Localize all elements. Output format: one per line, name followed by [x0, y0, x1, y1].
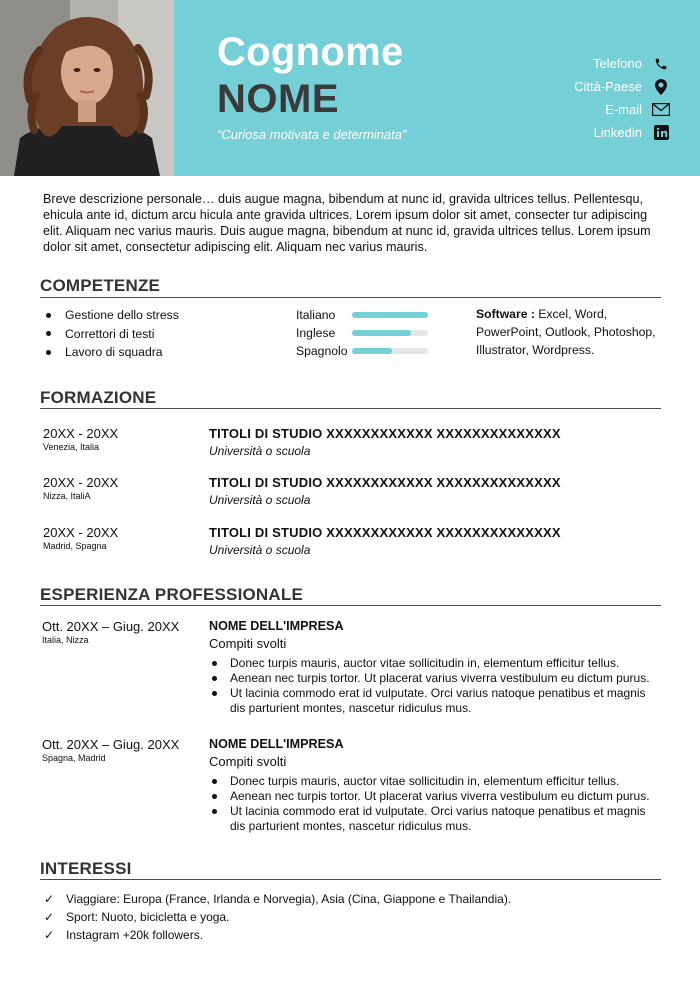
list-item — [43, 325, 179, 344]
language-name: Italiano — [296, 308, 336, 322]
section-divider — [40, 605, 661, 606]
section-divider — [40, 408, 661, 409]
education-title: TITOLI DI STUDIO XXXXXXXXXXXX XXXXXXXXXXXXXX — [209, 525, 561, 540]
language-level-bar — [352, 312, 428, 318]
skill-label: Lavoro di squadra — [65, 345, 163, 360]
task-text: Ut lacinia commodo erat id vulputate. Orci varius natoque penatibus et magnis dis parturient montes, nascetur ridiculus mus. — [230, 686, 646, 715]
personal-summary: Breve descrizione personale… duis augue magna, bibendum at nunc id, gravida ultrices tellus. Pellentesqu, ehicula ante id, dictum arcu hicula ante gravida ultrices. Lorem ipsum dolor sit amet, consecter tur adipiscing elit. Aliquam nec varius mauris. Duis augue magna, bibendum at nunc id, gravida ultrices tellus. Lorem ipsum dolor sit amet, consectetur adipiscing elit. Aliquam nec varius mauris. — [43, 192, 651, 254]
language-name: Spagnolo — [296, 344, 348, 358]
interest-text: Sport: Nuoto, bicicletta e yoga. — [66, 910, 230, 924]
section-divider — [40, 297, 661, 298]
bullet-icon — [212, 779, 217, 784]
job-role: Compiti svolti — [209, 636, 287, 651]
checkmark-icon: ✓ — [44, 928, 55, 942]
list-item — [209, 774, 664, 789]
experience-dates: Ott. 20XX – Giug. 20XX — [42, 619, 180, 634]
list-item — [44, 908, 511, 926]
section-title-education: FORMAZIONE — [40, 388, 157, 407]
education-place: Venezia, Italia — [43, 442, 100, 452]
contact-label: Linkedin — [593, 125, 642, 140]
language-level-fill — [352, 330, 411, 336]
bullet-icon — [46, 313, 51, 318]
language-row — [296, 324, 428, 342]
list-item — [209, 804, 664, 834]
tagline: “Curiosa motivata e determinata” — [217, 127, 407, 142]
contact-label: Telefono — [592, 56, 642, 71]
section-title-experience: ESPERIENZA PROFESSIONALE — [40, 585, 303, 604]
checkmark-icon: ✓ — [44, 892, 55, 906]
software-label: Software : — [476, 307, 535, 321]
list-item — [44, 926, 511, 944]
education-dates: 20XX - 20XX — [43, 426, 119, 441]
skill-label: Correttori di testi — [65, 326, 155, 341]
list-item — [209, 671, 664, 686]
section-divider — [40, 879, 661, 880]
section-title-interests: INTERESSI — [40, 859, 132, 878]
profile-photo — [0, 0, 174, 176]
header-banner — [0, 0, 700, 176]
checkmark-icon: ✓ — [44, 910, 55, 924]
company-name: NOME DELL'IMPRESA — [209, 737, 344, 751]
contact-label: E-mail — [605, 102, 642, 117]
bullet-icon — [212, 691, 217, 696]
contact-email — [574, 98, 670, 121]
education-place: Madrid, Spagna — [43, 541, 107, 551]
bullet-icon — [212, 661, 217, 666]
experience-place: Italia, Nizza — [42, 635, 89, 645]
contact-phone — [574, 52, 670, 75]
list-item — [209, 686, 664, 716]
phone-icon — [652, 55, 670, 73]
task-text: Donec turpis mauris, auctor vitae sollicitudin in, elementum efficitur tellus. — [230, 656, 620, 670]
software-skills — [476, 305, 666, 359]
surname: Cognome — [217, 30, 404, 74]
bullet-icon — [46, 331, 51, 336]
job-role: Compiti svolti — [209, 754, 287, 769]
linkedin-icon — [652, 124, 670, 142]
first-name: NOME — [217, 77, 339, 121]
interests-list — [44, 890, 511, 944]
bullet-icon — [212, 676, 217, 681]
location-pin-icon — [652, 78, 670, 96]
task-text: Aenean nec turpis tortor. Ut placerat varius viverra vestibulum eu dictum purus. — [230, 789, 650, 803]
task-text: Ut lacinia commodo erat id vulputate. Orci varius natoque penatibus et magnis dis parturient montes, nascetur ridiculus mus. — [230, 804, 646, 833]
task-text: Donec turpis mauris, auctor vitae sollicitudin in, elementum efficitur tellus. — [230, 774, 620, 788]
language-row — [296, 306, 428, 324]
skill-label: Gestione dello stress — [65, 308, 179, 323]
envelope-icon — [652, 101, 670, 119]
interest-text: Instagram +20k followers. — [66, 928, 204, 942]
experience-dates: Ott. 20XX – Giug. 20XX — [42, 737, 180, 752]
education-dates: 20XX - 20XX — [43, 525, 119, 540]
bullet-icon — [212, 809, 217, 814]
interest-text: Viaggiare: Europa (France, Irlanda e Norvegia), Asia (Cina, Giappone e Thailandia). — [66, 892, 512, 906]
education-title: TITOLI DI STUDIO XXXXXXXXXXXX XXXXXXXXXXXXXX — [209, 475, 561, 490]
company-name: NOME DELL'IMPRESA — [209, 619, 344, 633]
language-level-bar — [352, 330, 428, 336]
education-school: Università o scuola — [209, 493, 311, 507]
contact-list — [574, 52, 670, 144]
task-list — [209, 656, 664, 716]
education-school: Università o scuola — [209, 543, 311, 557]
list-item — [43, 343, 179, 362]
software-list: Excel, Word, PowerPoint, Outlook, Photoshop, Illustrator, Wordpress. — [476, 307, 656, 357]
task-list — [209, 774, 664, 834]
section-title-skills: COMPETENZE — [40, 276, 161, 295]
task-text: Aenean nec turpis tortor. Ut placerat varius viverra vestibulum eu dictum purus. — [230, 671, 650, 685]
language-level-fill — [352, 312, 428, 318]
list-item — [43, 306, 179, 325]
bullet-icon — [46, 350, 51, 355]
language-level-bar — [352, 348, 428, 354]
experience-place: Spagna, Madrid — [42, 753, 106, 763]
education-dates: 20XX - 20XX — [43, 475, 119, 490]
language-levels — [296, 306, 428, 360]
language-level-fill — [352, 348, 392, 354]
skills-list — [43, 306, 179, 362]
list-item — [209, 789, 664, 804]
contact-location — [574, 75, 670, 98]
bullet-icon — [212, 794, 217, 799]
list-item — [44, 890, 511, 908]
contact-label: Città-Paese — [574, 79, 642, 94]
education-title: TITOLI DI STUDIO XXXXXXXXXXXX XXXXXXXXXXXXXX — [209, 426, 561, 441]
language-row — [296, 342, 428, 360]
language-name: Inglese — [296, 326, 336, 340]
education-school: Università o scuola — [209, 444, 311, 458]
list-item — [209, 656, 664, 671]
education-place: Nizza, ItaliA — [43, 491, 91, 501]
contact-linkedin — [574, 121, 670, 144]
